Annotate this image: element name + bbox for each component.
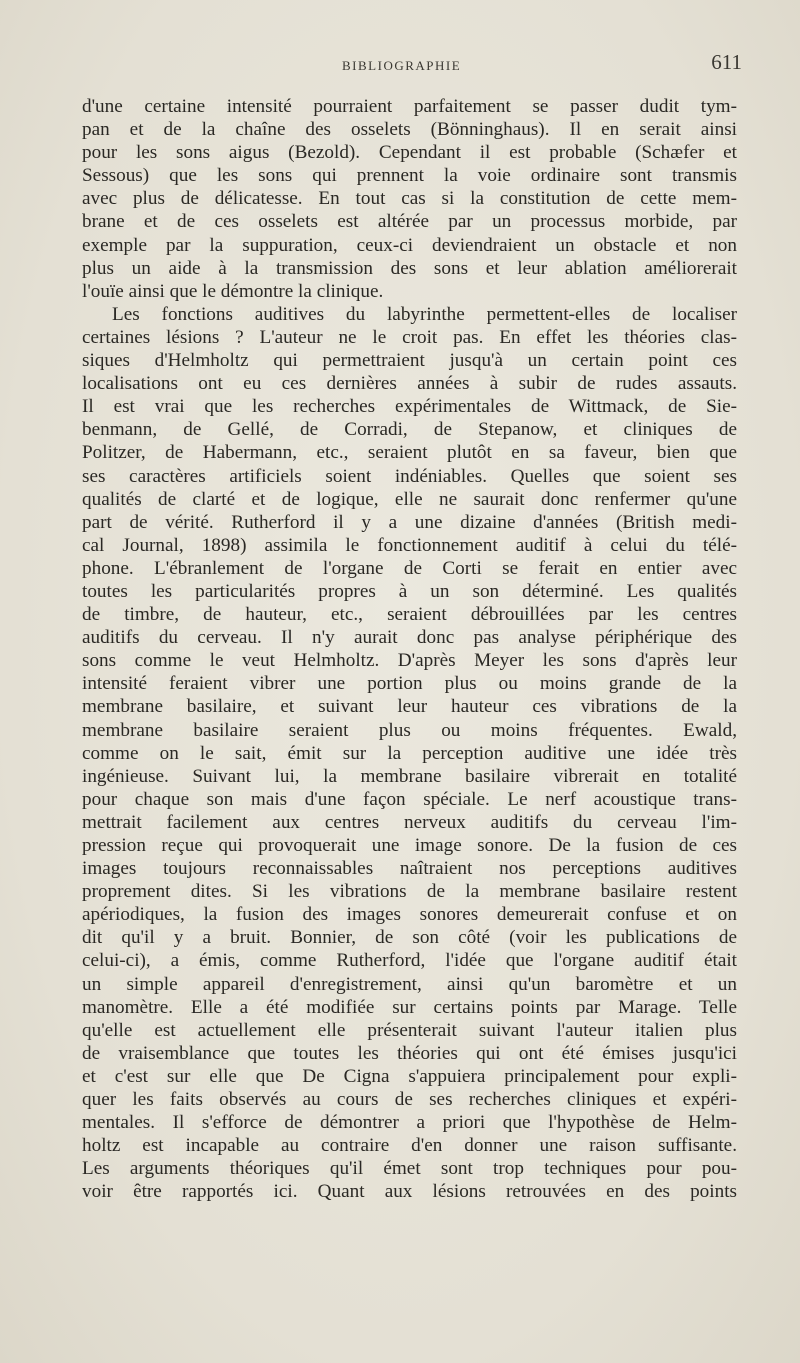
text-line: images toujours reconnaissables naîtraient nos perceptions auditives xyxy=(82,858,737,880)
text-line: mettrait facilement aux centres nerveux auditifs du cerveau l'im- xyxy=(82,811,737,833)
text-line: benmann, de Gellé, de Corradi, de Stepanow, et cliniques de xyxy=(82,419,737,441)
text-line: qualités de clarté et de logique, elle ne saurait donc renfermer qu'une xyxy=(82,488,737,510)
text-line: comme on le sait, émit sur la perception auditive une idée très xyxy=(82,742,737,764)
text-line: plus un aide à la transmission des sons et leur ablation améliorerait xyxy=(82,257,737,279)
text-line: un simple appareil d'enregistrement, ainsi qu'un baromètre et un xyxy=(82,973,737,995)
text-line: Il est vrai que les recherches expérimentales de Wittmack, de Sie- xyxy=(82,396,737,418)
text-line: holtz est incapable au contraire d'en donner une raison suffisante. xyxy=(82,1135,737,1157)
text-line: l'ouïe ainsi que le démontre la clinique. xyxy=(82,280,384,302)
text-line: Les arguments théoriques qu'il émet sont trop techniques pour pou- xyxy=(82,1158,737,1180)
text-line: Les fonctions auditives du labyrinthe permettent-elles de localiser xyxy=(112,303,737,325)
text-line: celui-ci), a émis, comme Rutherford, l'idée que l'organe auditif était xyxy=(82,950,737,972)
text-line: manomètre. Elle a été modifiée sur certains points par Marage. Telle xyxy=(82,996,737,1018)
text-line: mentales. Il s'efforce de démontrer a priori que l'hypothèse de Helm- xyxy=(82,1112,737,1134)
text-line: membrane basilaire seraient plus ou moins fréquentes. Ewald, xyxy=(82,719,737,741)
text-line: dit qu'il y a bruit. Bonnier, de son côté (voir les publications de xyxy=(82,927,737,949)
page-number: 611 xyxy=(711,50,742,74)
text-line: apériodiques, la fusion des images sonores demeurerait confuse et on xyxy=(82,904,737,926)
body-text xyxy=(82,95,737,1204)
text-line: brane et de ces osselets est altérée par un processus morbide, par xyxy=(82,211,737,233)
text-line: Sessous) que les sons qui prennent la voie ordinaire sont transmis xyxy=(82,165,737,187)
text-line: voir être rapportés ici. Quant aux lésions retrouvées en des points xyxy=(82,1181,737,1203)
text-line: part de vérité. Rutherford il y a une dizaine d'années (British medi- xyxy=(82,511,737,533)
text-line: phone. L'ébranlement de l'organe de Corti se ferait en entier avec xyxy=(82,557,737,579)
text-line: Politzer, de Habermann, etc., seraient plutôt en sa faveur, bien que xyxy=(82,442,737,464)
text-line: siques d'Helmholtz qui permettraient jusqu'à un certain point ces xyxy=(82,350,737,372)
text-line: pour chaque son mais d'une façon spéciale. Le nerf acoustique trans- xyxy=(82,788,737,810)
text-line: localisations ont eu ces dernières années à subir de rudes assauts. xyxy=(82,373,737,395)
text-line: exemple par la suppuration, ceux-ci deviendraient un obstacle et non xyxy=(82,234,737,256)
text-line: quer les faits observés au cours de ses recherches cliniques et expéri- xyxy=(82,1089,737,1111)
text-line: membrane basilaire, et suivant leur hauteur ces vibrations de la xyxy=(82,696,737,718)
text-line: de vraisemblance que toutes les théories qui ont été émises jusqu'ici xyxy=(82,1042,737,1064)
text-line: avec plus de délicatesse. En tout cas si la constitution de cette mem- xyxy=(82,188,737,210)
text-line: pression reçue qui provoquerait une image sonore. De la fusion de ces xyxy=(82,835,737,856)
text-line: certaines lésions ? L'auteur ne le croit pas. En effet les théories clas- xyxy=(82,326,737,348)
running-head: BIBLIOGRAPHIE xyxy=(342,58,462,73)
text-line: ingénieuse. Suivant lui, la membrane basilaire vibrerait en totalité xyxy=(82,765,737,787)
text-line: ses caractères artificiels soient indéniables. Quelles que soient ses xyxy=(82,465,737,487)
text-line: intensité feraient vibrer une portion plus ou moins grande de la xyxy=(82,673,737,695)
text-line: sons comme le veut Helmholtz. D'après Meyer les sons d'après leur xyxy=(82,650,737,672)
text-line: d'une certaine intensité pourraient parfaitement se passer dudit tym- xyxy=(82,96,737,117)
text-line: qu'elle est actuellement elle présenterait suivant l'auteur italien plus xyxy=(82,1019,737,1041)
text-line: cal Journal, 1898) assimila le fonctionnement auditif à celui du télé- xyxy=(82,534,737,556)
page-header xyxy=(82,50,742,80)
text-line: auditifs du cerveau. Il n'y aurait donc pas analyse périphérique des xyxy=(82,627,737,649)
text-line: et c'est sur elle que De Cigna s'appuiera principalement pour expli- xyxy=(82,1065,737,1087)
text-line: pan et de la chaîne des osselets (Bönninghaus). Il en serait ainsi xyxy=(82,119,737,141)
text-line: toutes les particularités propres à un son déterminé. Les qualités xyxy=(82,580,737,602)
text-line: pour les sons aigus (Bezold). Cependant il est probable (Schæfer et xyxy=(82,142,737,164)
text-line: de timbre, de hauteur, etc., seraient débrouillées par les centres xyxy=(82,604,737,626)
text-line: proprement dites. Si les vibrations de la membrane basilaire restent xyxy=(82,881,737,903)
